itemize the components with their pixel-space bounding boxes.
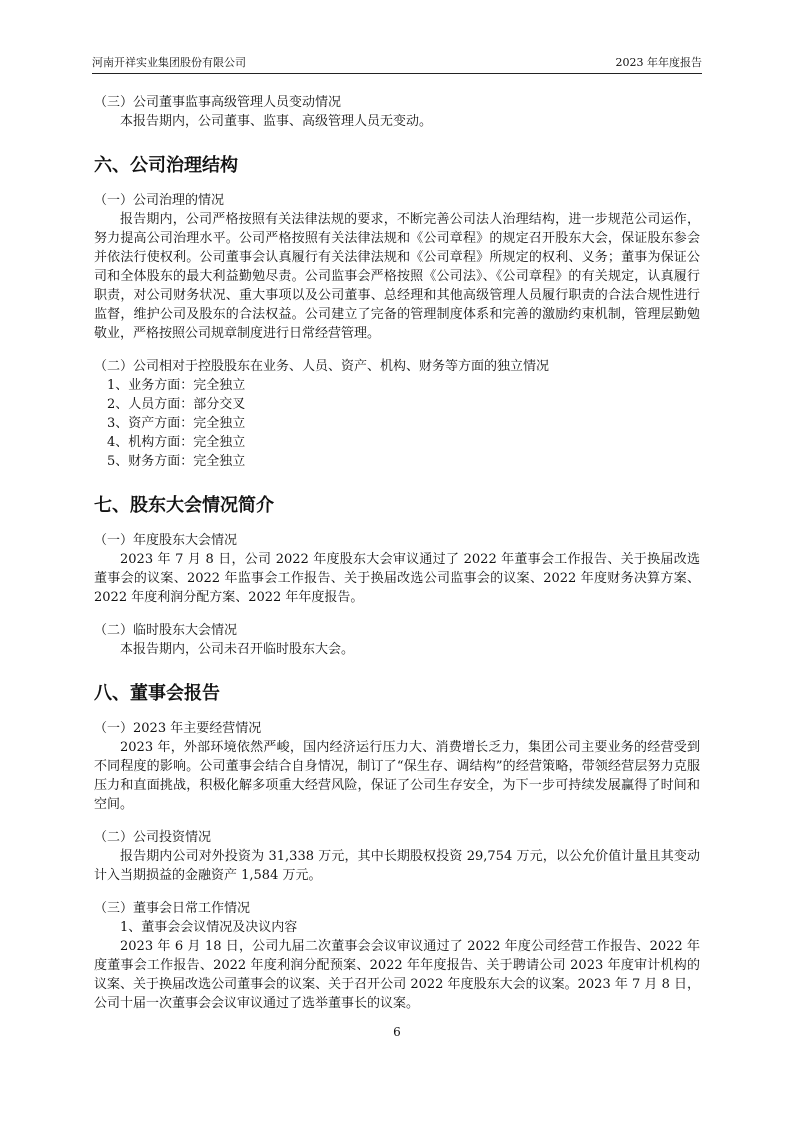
subsection-title-board-work: （三）董事会日常工作情况 [94,901,251,916]
subsection-title-annual-meeting: （一）年度股东大会情况 [94,533,238,548]
list-item: 4、机构方面：完全独立 [107,435,246,450]
subsection-title-investment: （二）公司投资情况 [94,830,212,845]
section-heading-board-report: 八、董事会报告 [94,683,220,704]
subsection-title-governance: （一）公司治理的情况 [94,193,225,208]
paragraph-personnel-changes: 本报告期内，公司董事、监事、高级管理人员无变动。 [120,114,433,129]
page-body [94,93,700,1013]
list-item: 3、资产方面：完全独立 [107,416,246,431]
page-number: 6 [393,1025,401,1039]
paragraph-board-meetings: 2023 年 6 月 18 日，公司九届二次董事会会议审议通过了 2022 年度公司经营工作报告、2022 年度董事会工作报告、2022 年度利润分配预案、2022 年年度报告、关于聘请公司 2023 年度审计机构的议案、关于换届改选公司董事会的议案、关于召开公司 2022 年度股东大会的议案。2023 年 7 月 8 日，公司十届一次董事会会议审议通过了选举董事长的议案。 [94,939,700,1011]
section-heading-shareholder-meetings: 七、股东大会情况简介 [94,495,274,516]
paragraph-investment: 报告期内公司对外投资为 31,338 万元，其中长期股权投资 29,754 万元，以公允价值计量且其变动计入当期损益的金融资产 1,584 万元。 [94,849,700,883]
subsection-title-personnel-changes: （三）公司董事监事高级管理人员变动情况 [94,95,342,110]
list-item: 1、业务方面：完全独立 [107,378,246,393]
independence-list [94,376,700,471]
subsection-title-operations: （一）2023 年主要经营情况 [94,721,262,736]
paragraph-governance: 报告期内，公司严格按照有关法律法规的要求，不断完善公司法人治理结构，进一步规范公司运作，努力提高公司治理水平。公司严格按照有关法律法规和《公司章程》的规定召开股东大会，保证股东参会并依法行使权利。公司董事会认真履行有关法律法规和《公司章程》所规定的权利、义务；董事为保证公司和全体股东的最大利益勤勉尽责。公司监事会严格按照《公司法》、《公司章程》的有关规定，认真履行职责，对公司财务状况、重大事项以及公司董事、总经理和其他高级管理人员履行职责的合法合规性进行监督，维护公司及股东的合法权益。公司建立了完备的管理制度体系和完善的激励约束机制，管理层勤勉敬业，严格按照公司规章制度进行日常经营管理。 [94,212,700,341]
paragraph-extraordinary-meeting: 本报告期内，公司未召开临时股东大会。 [120,642,355,657]
subsection-item-board-meetings: 1、董事会会议情况及决议内容 [120,920,298,935]
subsection-title-extraordinary-meeting: （二）临时股东大会情况 [94,623,238,638]
section-heading-governance: 六、公司治理结构 [94,155,238,176]
page-header [92,53,702,73]
paragraph-operations: 2023 年，外部环境依然严峻，国内经济运行压力大、消费增长乏力，集团公司主要业务的经营受到不同程度的影响。公司董事会结合自身情况，制订了“保生存、调结构”的经营策略，带领经营层努力克服压力和直面挑战，积极化解多项重大经营风险，保证了公司生存安全，为下一步可持续发展赢得了时间和空间。 [94,740,700,812]
list-item: 5、财务方面：完全独立 [107,454,246,469]
subsection-title-independence: （二）公司相对于控股股东在业务、人员、资产、机构、财务等方面的独立情况 [94,359,550,374]
paragraph-annual-meeting: 2023 年 7 月 8 日，公司 2022 年度股东大会审议通过了 2022 年董事会工作报告、关于换届改选董事会的议案、2022 年监事会工作报告、关于换届改选公司监事会的议案、2022 年度财务决算方案、2022 年度利润分配方案、2022 年年度报告。 [94,552,700,605]
list-item: 2、人员方面：部分交叉 [107,397,246,412]
header-report-title: 2023 年年度报告 [615,56,702,69]
header-company-name: 河南开祥实业集团股份有限公司 [92,56,246,69]
header-divider [92,73,702,74]
